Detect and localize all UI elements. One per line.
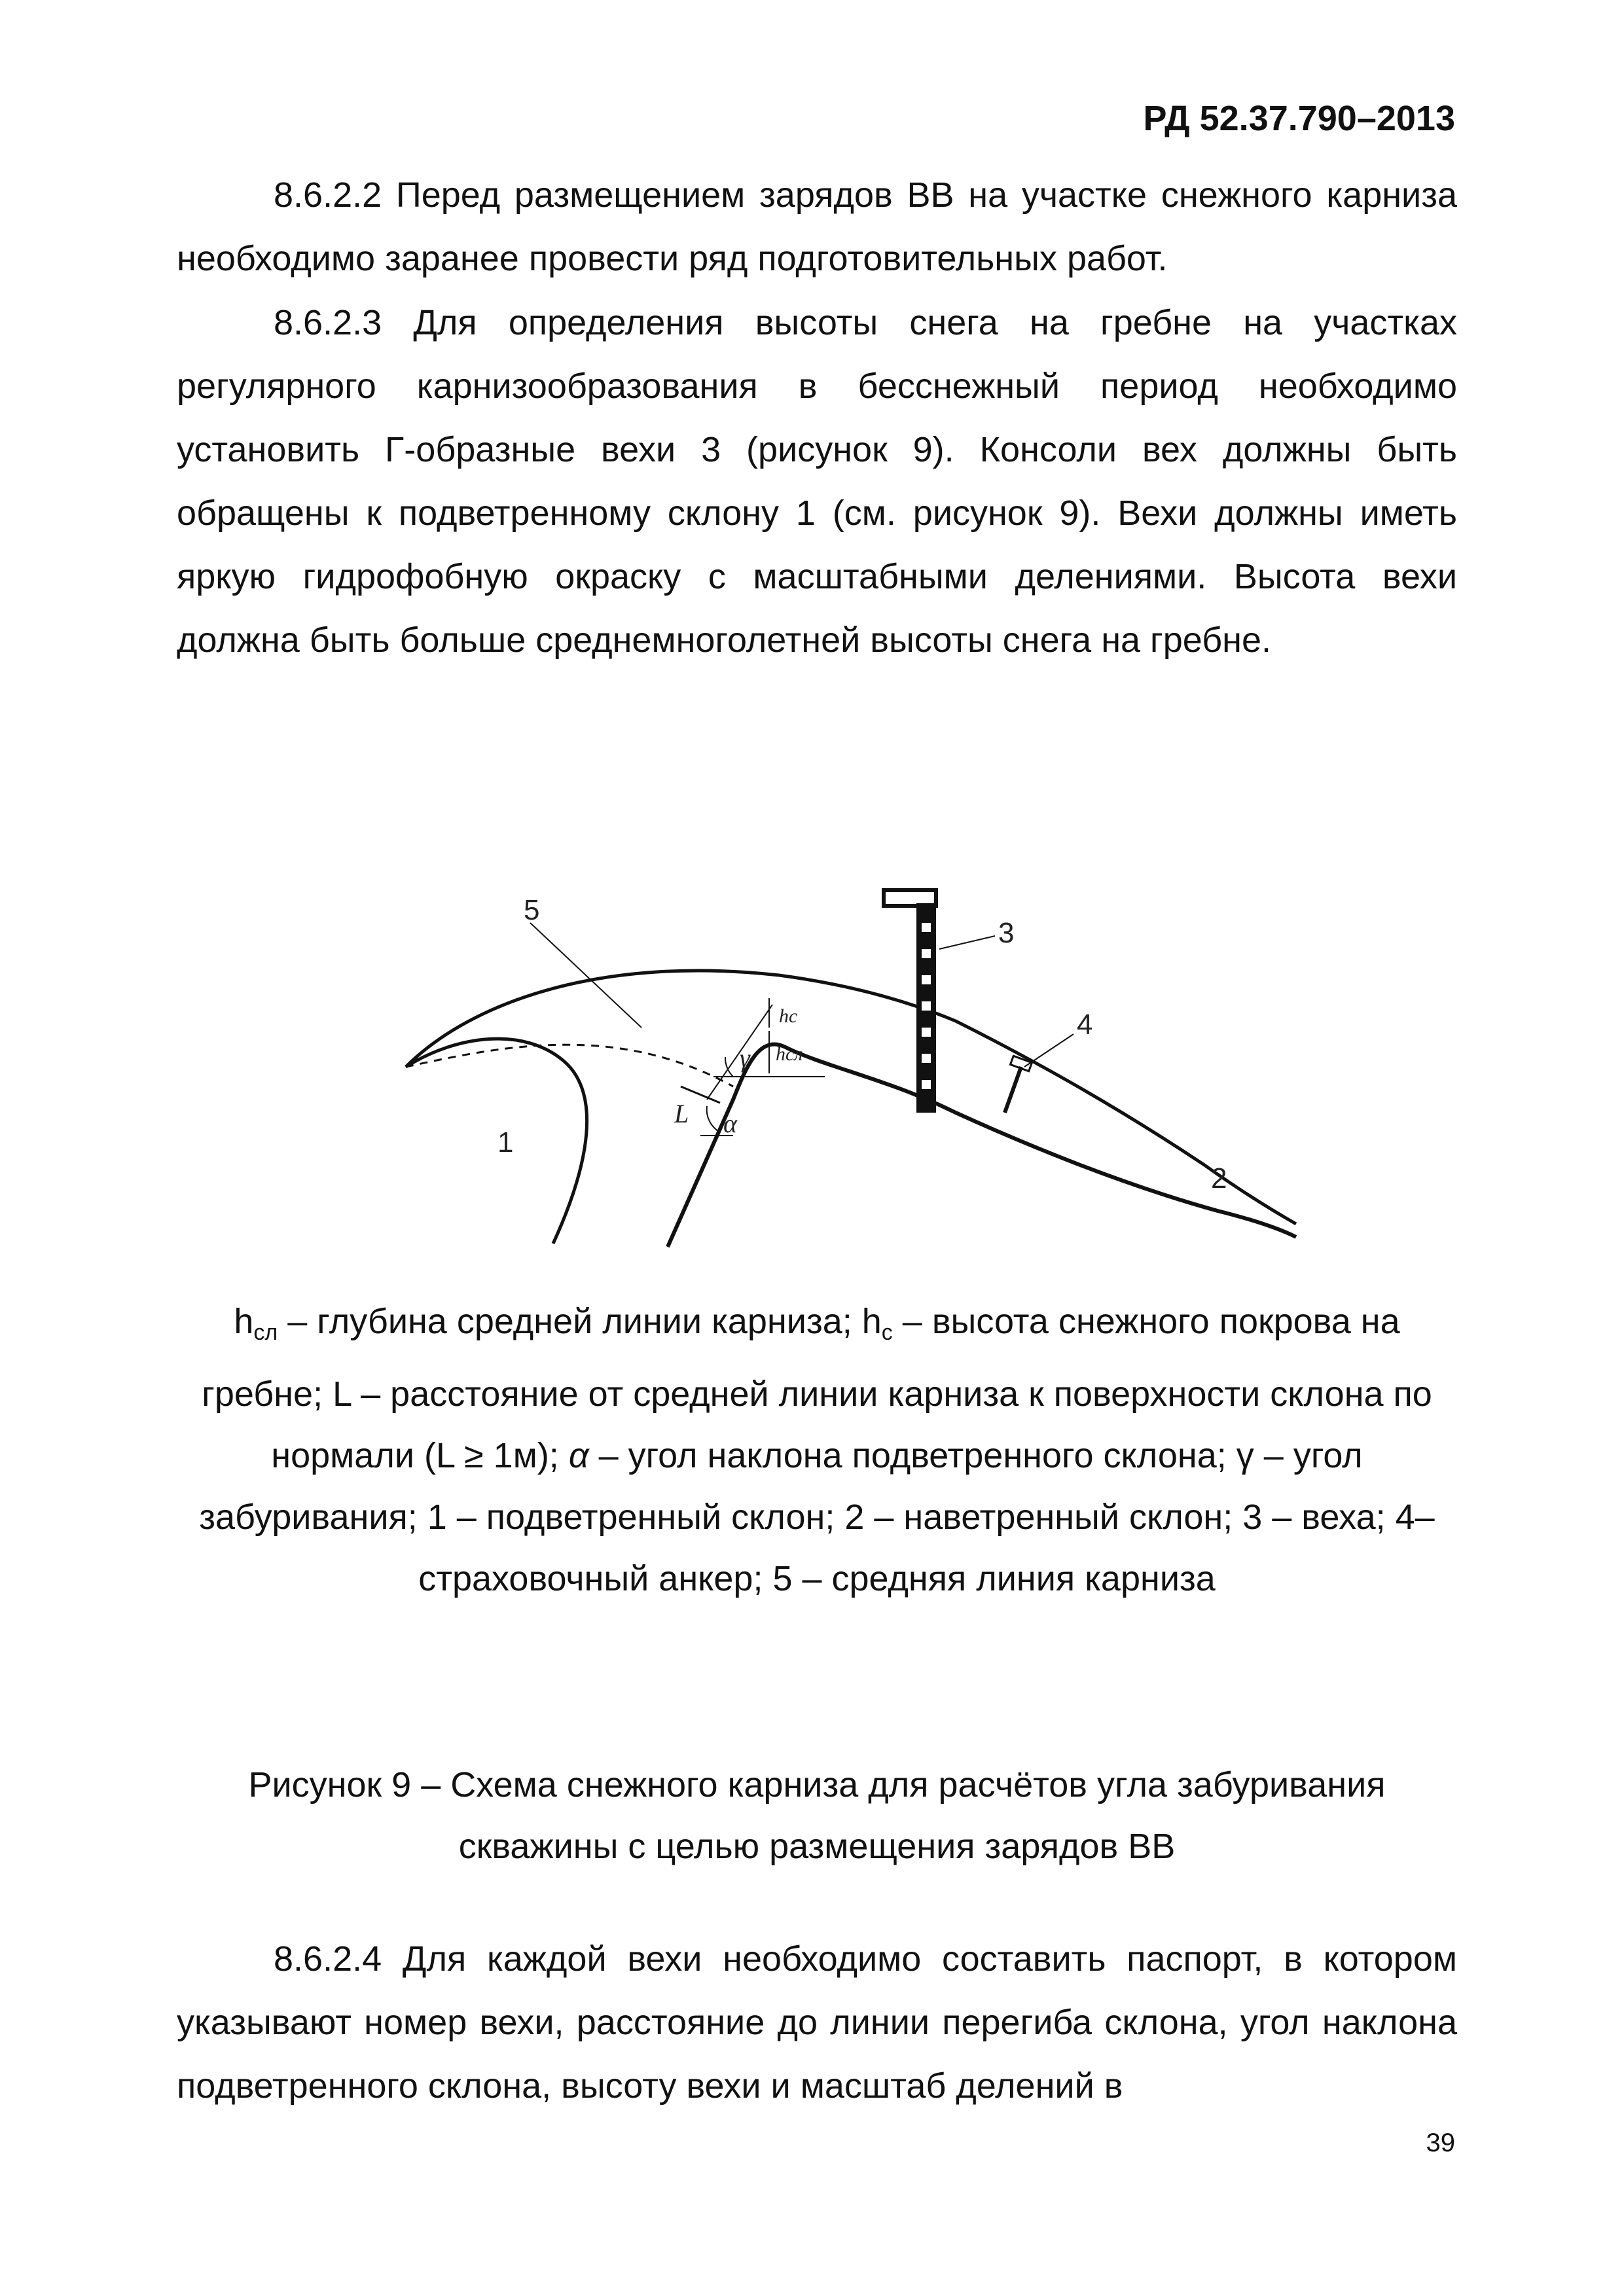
cornice-top-surface: [406, 971, 1296, 1224]
leader-3: [939, 936, 995, 949]
ground-surface: [668, 1044, 1296, 1247]
label-1: 1: [497, 1126, 514, 1158]
legend-hsl-subscript: сл: [253, 1320, 278, 1345]
label-3: 3: [998, 917, 1015, 949]
label-gamma: γ: [740, 1043, 750, 1073]
label-hsl: hсл: [776, 1043, 803, 1065]
alpha-arc: [707, 1106, 720, 1132]
paragraph-8-6-2-3: 8.6.2.3 Для определения высоты снега на гребне на участках регулярного карнизообразования в бесснежный период необходимо установить Г-образные вехи 3 (рисунок 9). Консоли вех должны быть обращены к подветренному склону 1 (см. рисунок 9). Вехи должны иметь яркую гидрофобную окраску с масштабными делениями. Высота вехи должна быть больше среднемноголетней высоты снега на гребне.: [177, 303, 1457, 660]
label-alpha: α: [723, 1109, 737, 1138]
legend-rest: – угол наклона подветренного склона; γ – угол забуривания; 1 – подветренный склон; 2 – наветренный склон; 3 – веха; 4– страховочный анкер; 5 – средняя линия карниза: [199, 1436, 1435, 1598]
label-L: L: [674, 1099, 689, 1128]
paragraph-8-6-2-4: 8.6.2.4 Для каждой вехи необходимо составить паспорт, в котором указывают номер вехи, расстояние до линии перегиба склона, угол наклона подветренного склона, высоту вехи и масштаб делений в: [177, 1939, 1457, 2106]
figure-9-snow-cornice-diagram: [367, 870, 1375, 1257]
figure-caption: Рисунок 9 – Схема снежного карниза для расчётов угла забуривания скважины с целью размещения зарядов ВВ: [248, 1765, 1386, 1866]
leeward-slope-curve: [406, 1039, 587, 1244]
label-2: 2: [1211, 1162, 1227, 1194]
legend-hsl-desc: – глубина средней линии карниза;: [278, 1302, 862, 1341]
document-code: РД 52.37.790–2013: [1143, 99, 1455, 138]
legend-hc-symbol: h: [861, 1302, 882, 1341]
legend-hc-subscript: c: [881, 1320, 893, 1345]
legend-hsl-symbol: h: [234, 1302, 254, 1341]
label-5: 5: [524, 894, 540, 926]
leader-4: [1024, 1034, 1074, 1067]
figure-legend: [177, 1291, 1457, 1609]
legend-hc-desc: – высота снежного покрова на гребне; L – расстояние от средней линии карниза к поверхности склона по нормали (L ≥ 1м);: [202, 1302, 1432, 1475]
label-hc: hc: [779, 1005, 798, 1027]
label-4: 4: [1077, 1009, 1093, 1041]
legend-alpha-symbol: α: [568, 1436, 589, 1475]
paragraph-8-6-2-2: 8.6.2.2 Перед размещением зарядов ВВ на участке снежного карниза необходимо заранее провести ряд подготовительных работ.: [177, 175, 1457, 278]
page-number: 39: [1426, 2128, 1455, 2157]
